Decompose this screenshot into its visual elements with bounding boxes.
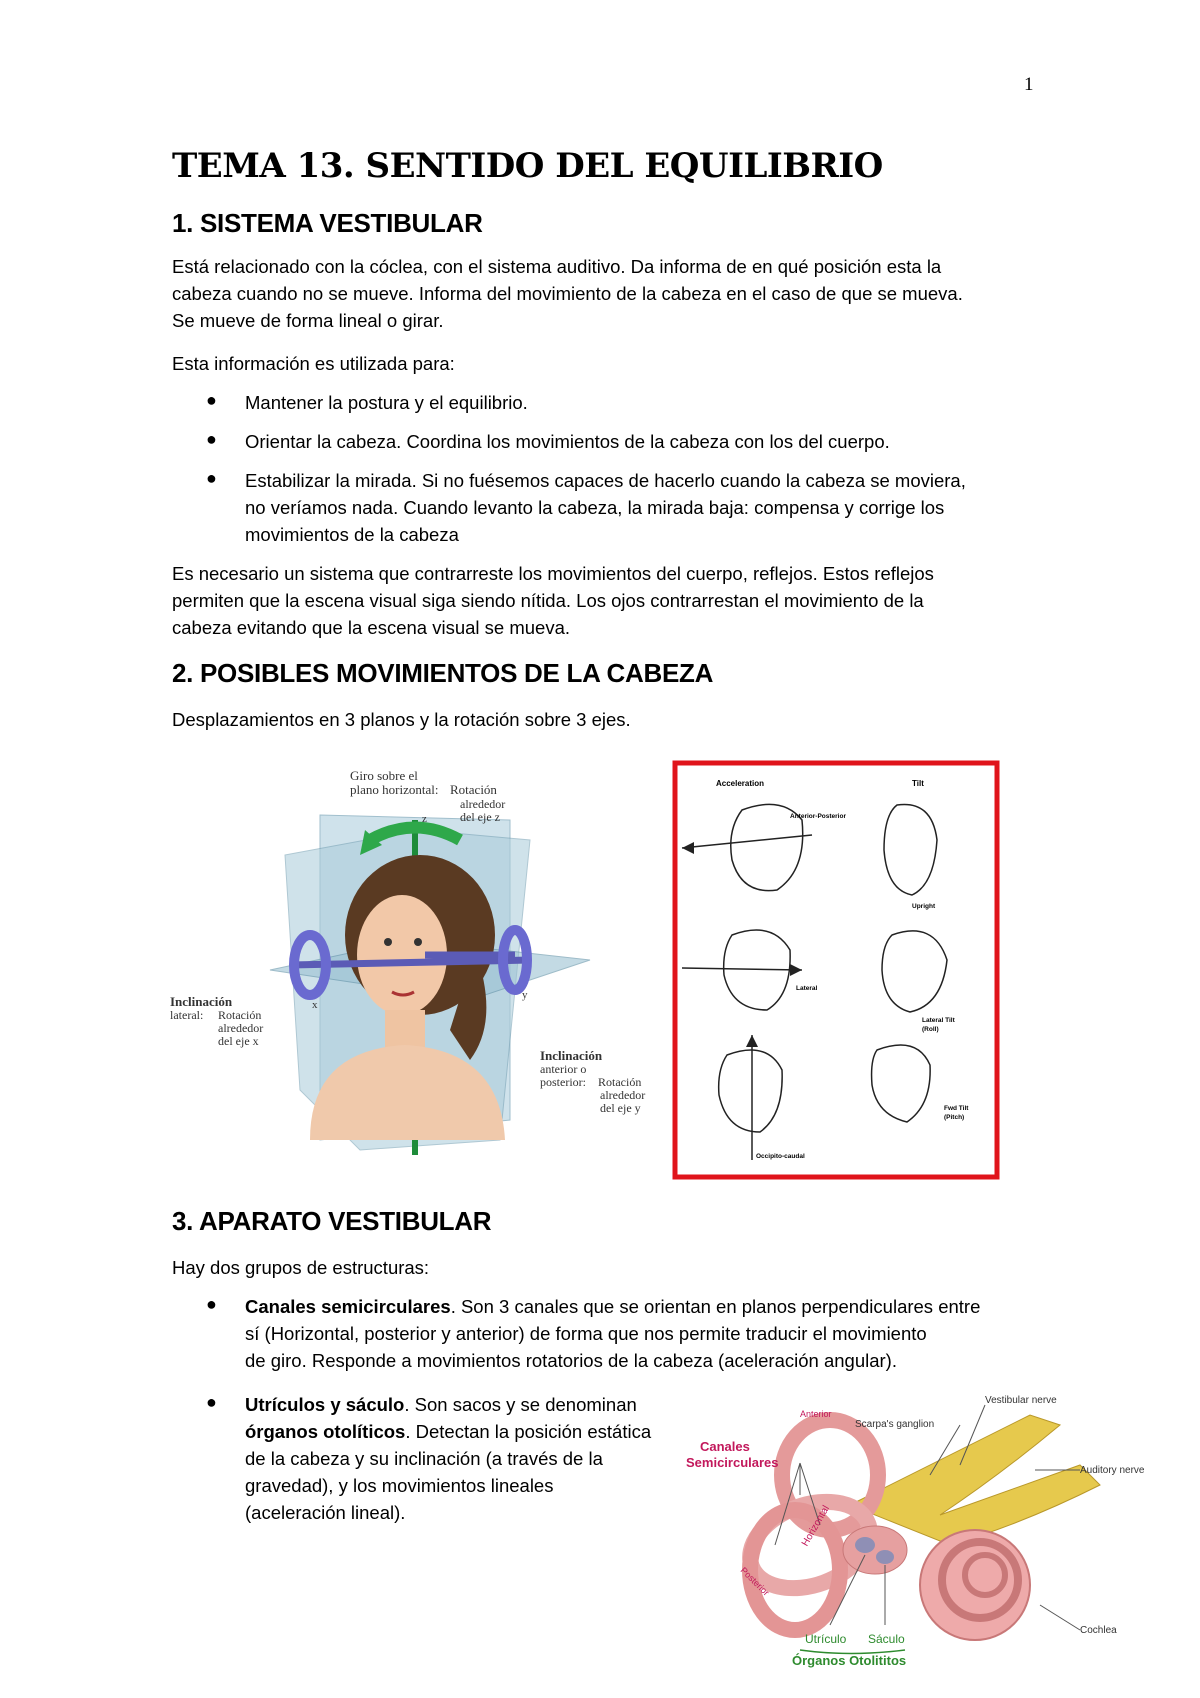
s1-p3-line-3: cabeza evitando que la escena visual se mueva. (172, 617, 571, 638)
fig3-cochlea: Cochlea (1080, 1625, 1117, 1636)
bullet-icon: ● (206, 1392, 217, 1412)
s3-bullet-1-line-1 (245, 1293, 1045, 1320)
fig3-auditory: Auditory nerve (1080, 1465, 1145, 1476)
fig1-left-label-1: Inclinación (170, 994, 233, 1009)
fig2-lateral-label: Lateral (796, 985, 818, 992)
fig1-left-label-2b: Rotación (218, 1008, 262, 1022)
s3-bullet-2-line-3: de la cabeza y su inclinación (a través de la (245, 1448, 603, 1469)
fig1-left-label-2: lateral: (170, 1008, 204, 1022)
fig2-upright-label: Upright (912, 903, 936, 910)
s3-bullet-1-bold: Canales semicirculares (245, 1296, 451, 1317)
s3-bullet-2-line-1 (245, 1391, 685, 1418)
saccule (876, 1550, 894, 1564)
neck (385, 1010, 425, 1050)
fig1-right-label-2: anterior o (540, 1062, 587, 1076)
section-1-heading: 1. SISTEMA VESTIBULAR (172, 208, 483, 238)
fig1-right-label-1: Inclinación (540, 1048, 603, 1063)
section-2-heading: 2. POSIBLES MOVIMIENTOS DE LA CABEZA (172, 658, 714, 688)
s1-bullet-1: Mantener la postura y el equilibrio. (245, 392, 528, 413)
fig3-posterior: Posterior (738, 1565, 772, 1598)
s1-paragraph-3 (172, 560, 1052, 641)
fig3-canales-2: Semicirculares (686, 1455, 779, 1470)
s3-paragraph-1: Hay dos grupos de estructuras: (172, 1257, 430, 1278)
s3-bullet-1-line-2: sí (Horizontal, posterior y anterior) de forma que nos permite traducir el movimiento (245, 1323, 927, 1344)
fig2-acceleration-label: Acceleration (716, 779, 765, 788)
fig1-right-label-3b: Rotación (598, 1075, 642, 1089)
fig1-right-label-3: posterior: (540, 1075, 586, 1089)
posterior-canal (750, 1510, 840, 1630)
fig1-z-label: z (422, 813, 427, 825)
fig3-vestibular-nerve: Vestibular nerve (985, 1395, 1057, 1406)
fig1-top-label-4: del eje z (460, 810, 500, 824)
tilt-acceleration-figure (672, 760, 1000, 1180)
page-title: TEMA 13. SENTIDO DEL EQUILIBRIO (172, 146, 883, 186)
bullet-icon: ● (206, 390, 217, 410)
utricle (855, 1537, 875, 1553)
s1-paragraph-1 (172, 253, 1052, 334)
fig3-horizontal: Horizontal (799, 1503, 832, 1549)
fig1-top-label-2: plano horizontal: (350, 782, 439, 797)
fig2-lateral-tilt-label-2: (Roll) (922, 1026, 939, 1033)
fig1-top-label-3: alrededor (460, 797, 506, 811)
s1-bullet-3-line-2: no veríamos nada. Cuando levanto la cabeza, la mirada baja: compensa y corrige los (245, 497, 945, 518)
s3-bullet-2-line-4: gravedad), y los movimientos lineales (245, 1475, 554, 1496)
s3-bullet-1-line-3: de giro. Responde a movimientos rotatorios de la cabeza (aceleración angular). (245, 1350, 897, 1371)
fig3-anterior: Anterior (800, 1409, 832, 1419)
s3-bullet-1-rest: . Son 3 canales que se orientan en planos perpendiculares entre (450, 1296, 981, 1317)
fig1-x-label: x (312, 999, 318, 1011)
fig1-right-label-4: alrededor (600, 1088, 646, 1102)
s3-bullet-2 (245, 1391, 685, 1526)
s1-p3-line-1: Es necesario un sistema que contrarreste los movimientos del cuerpo, reflejos. Estos reflejos (172, 563, 934, 584)
fig1-left-label-4: del eje x (218, 1034, 259, 1048)
fig2-fwd-tilt-label-2: (Pitch) (944, 1114, 965, 1121)
fig2-fwd-tilt-label-1: Fwd Tilt (944, 1105, 969, 1112)
fig3-saculo: Sáculo (868, 1632, 905, 1646)
bullet-icon: ● (206, 468, 217, 488)
s1-p3-line-2: permiten que la escena visual siga siendo nítida. Los ojos contrarrestan el movimiento de la (172, 590, 924, 611)
vestibular-nerve-bundle (850, 1415, 1100, 1545)
section-3-heading: 3. APARATO VESTIBULAR (172, 1206, 492, 1236)
fig1-left-label-3: alrededor (218, 1021, 264, 1035)
fig1-top-label-2b: Rotación (450, 782, 497, 797)
s1-bullet-3 (245, 467, 1045, 548)
bullet-icon: ● (206, 1294, 217, 1314)
fig2-lateral-tilt-label-1: Lateral Tilt (922, 1017, 955, 1024)
s1-bullet-2: Orientar la cabeza. Coordina los movimientos de la cabeza con los del cuerpo. (245, 431, 890, 452)
page-number: 1 (1024, 74, 1034, 95)
s2-paragraph-1: Desplazamientos en 3 planos y la rotación sobre 3 ejes. (172, 709, 631, 730)
inner-ear-figure (686, 1395, 1180, 1668)
fig3-organos: Órganos Otolititos (792, 1653, 907, 1668)
s3-bullet-2-line-2 (245, 1418, 685, 1445)
fig3-utriculo: Utrículo (805, 1632, 847, 1646)
head-axes-figure (170, 760, 670, 1160)
fig2-tilt-label: Tilt (912, 779, 924, 788)
bullet-icon: ● (206, 429, 217, 449)
fig1-top-label-1: Giro sobre el (350, 768, 418, 783)
fig2-ant-post-label: Anterior-Posterior (790, 813, 846, 820)
s3-bullet-2-line-2-bold: órganos otolíticos (245, 1421, 406, 1442)
s3-bullet-1 (245, 1293, 1045, 1374)
fig3-scarpa: Scarpa's ganglion (855, 1419, 935, 1430)
s1-p1-line-1: Está relacionado con la cóclea, con el sistema auditivo. Da informa de en qué posición esta la (172, 256, 942, 277)
s1-bullet-3-line-3: movimientos de la cabeza (245, 524, 459, 545)
vestibule (843, 1526, 907, 1574)
s3-bullet-2-line-2-rest: . Detectan la posición estática (405, 1421, 652, 1442)
fig2-occipito-label: Occipito-caudal (756, 1153, 805, 1160)
s3-bullet-2-rest: . Son sacos y se denominan (404, 1394, 637, 1415)
s3-bullet-2-line-5: (aceleración lineal). (245, 1502, 406, 1523)
s1-paragraph-2: Esta información es utilizada para: (172, 353, 455, 374)
eye-left (384, 938, 392, 946)
s1-p1-line-3: Se mueve de forma lineal o girar. (172, 310, 444, 331)
s1-bullet-3-line-1: Estabilizar la mirada. Si no fuésemos capaces de hacerlo cuando la cabeza se moviera, (245, 470, 966, 491)
eye-right (414, 938, 422, 946)
fig1-right-label-5: del eje y (600, 1101, 641, 1115)
fig1-y-label: y (522, 989, 528, 1001)
s3-bullet-2-bold: Utrículos y sáculo (245, 1394, 405, 1415)
fig3-canales-1: Canales (700, 1439, 750, 1454)
cochlea (920, 1530, 1030, 1640)
s1-p1-line-2: cabeza cuando no se mueve. Informa del movimiento de la cabeza en el caso de que se mueva. (172, 283, 963, 304)
